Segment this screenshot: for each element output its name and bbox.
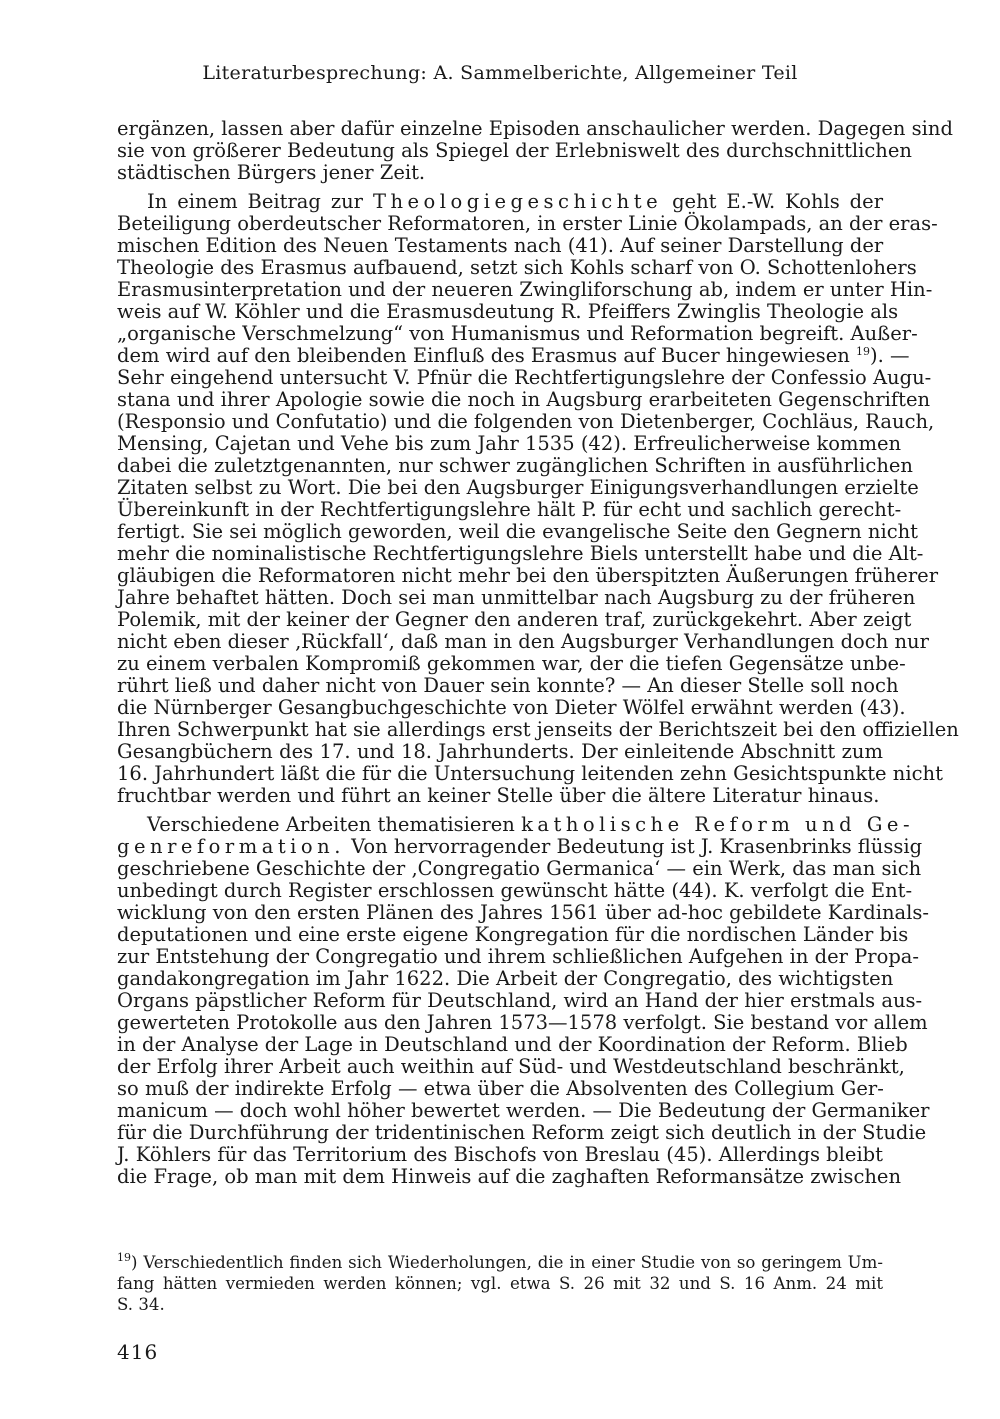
text-line: unbedingt durch Register erschlossen gewünscht hätte (44). K. verfolgt die Ent- <box>117 879 913 902</box>
footnote-line: fang hätten vermieden werden können; vgl. etwa S. 26 mit 32 und S. 16 Anm. 24 mit <box>117 1274 883 1293</box>
text-line: Erasmusinterpretation und der neueren Zwingliforschung ab, indem er unter Hin- <box>117 278 933 301</box>
text-line: gläubigen die Reformatoren nicht mehr bei den überspitzten Äußerungen früherer <box>117 564 939 587</box>
text-line: 16. Jahrhundert läßt die für die Untersuchung leitenden zehn Gesichtspunkte nicht <box>117 762 943 785</box>
text-segment: ) Verschiedentlich finden sich Wiederholungen, die in einer Studie von so geringem Um- <box>131 1253 883 1272</box>
text-line <box>117 835 923 858</box>
text-line: wicklung von den ersten Plänen des Jahres 1561 über ad-hoc gebildete Kardinals- <box>117 901 930 924</box>
text-line: für die Durchführung der tridentinischen Reform zeigt sich deutlich in der Studie <box>117 1121 927 1144</box>
running-head: Literaturbesprechung: A. Sammelberichte, Allgemeiner Teil <box>202 62 798 84</box>
text-line: gewerteten Protokolle aus den Jahren 1573—1578 verfolgt. Sie bestand vor allem <box>117 1011 928 1034</box>
spaced-emphasis: genreformation. <box>117 835 345 858</box>
body-text <box>117 117 959 1188</box>
text-line: städtischen Bürgers jener Zeit. <box>117 161 426 184</box>
text-line: in der Analyse der Lage in Deutschland und der Koordination der Reform. Blieb <box>117 1033 908 1056</box>
text-line: stana und ihrer Apologie sowie die noch in Augsburg erarbeiteten Gegenschriften <box>117 388 931 411</box>
text-line: Polemik, mit der keiner der Gegner den anderen traf, zurückgekehrt. Aber zeigt <box>117 608 912 631</box>
page-number: 416 <box>117 1340 159 1364</box>
footnote-marker: 19 <box>117 1251 131 1264</box>
footnotes <box>117 1252 883 1315</box>
text-line: Zitaten selbst zu Wort. Die bei den Augsburger Einigungsverhandlungen erzielte <box>117 476 919 499</box>
spaced-emphasis: katholische Reform und Ge- <box>521 813 915 836</box>
text-line: Mensing, Cajetan und Vehe bis zum Jahr 1535 (42). Erfreulicherweise kommen <box>117 432 902 455</box>
text-line <box>117 813 915 836</box>
text-line: zur Entstehung der Congregatio und ihrem schließlichen Aufgehen in der Propa- <box>117 945 920 968</box>
text-line: Gesangbüchern des 17. und 18. Jahrhunderts. Der einleitende Abschnitt zum <box>117 740 883 763</box>
text-line: so muß der indirekte Erfolg — etwa über die Absolventen des Collegium Ger- <box>117 1077 884 1100</box>
text-line: geschriebene Geschichte der ‚Congregatio Germanica‘ — ein Werk, das man sich <box>117 857 922 880</box>
footnote-line <box>117 1252 883 1273</box>
text-line: manicum — doch wohl höher bewertet werden. — Die Bedeutung der Germaniker <box>117 1099 930 1122</box>
text-line: „organische Verschmelzung“ von Humanismus und Reformation begreift. Außer- <box>117 322 918 345</box>
text-segment: In einem Beitrag zur <box>147 190 363 213</box>
text-line: der Erfolg ihrer Arbeit auch weithin auf Süd- und Westdeutschland beschränkt, <box>117 1055 905 1078</box>
text-line: Jahre behaftet hätten. Doch sei man unmittelbar nach Augsburg zu der früheren <box>117 586 916 609</box>
text-line: Ihren Schwerpunkt hat sie allerdings erst jenseits der Berichtszeit bei den offiziellen <box>117 718 959 741</box>
text-segment: ). — <box>870 344 910 367</box>
text-line: deputationen und eine erste eigene Kongregation für die nordischen Länder bis <box>117 923 909 946</box>
text-line: rührt ließ und daher nicht von Dauer sein konnte? — An dieser Stelle soll noch <box>117 674 899 697</box>
text-line <box>117 191 883 213</box>
text-line: sie von größerer Bedeutung als Spiegel der Erlebniswelt des durchschnittlichen <box>117 139 912 162</box>
text-line: fruchtbar werden und führt an keiner Stelle über die ältere Literatur hinaus. <box>117 784 880 807</box>
text-line: mehr die nominalistische Rechtfertigungslehre Biels unterstellt habe und die Alt- <box>117 542 924 565</box>
text-line: gandakongregation im Jahr 1622. Die Arbeit der Congregatio, des wichtigsten <box>117 967 894 990</box>
text-segment: dem wird auf den bleibenden Einfluß des Erasmus auf Bucer hingewiesen <box>117 344 850 367</box>
text-line: weis auf W. Köhler und die Erasmusdeutung R. Pfeiffers Zwinglis Theologie als <box>117 300 899 323</box>
text-segment: Verschiedene Arbeiten thematisieren <box>147 813 515 836</box>
footnote-line: S. 34. <box>117 1295 165 1314</box>
text-line: ergänzen, lassen aber dafür einzelne Episoden anschaulicher werden. Dagegen sind <box>117 117 953 140</box>
text-line: Organs päpstlicher Reform für Deutschland, wird an Hand der hier erstmals aus- <box>117 989 923 1012</box>
text-segment: geht E.-W. Kohls der <box>672 190 884 213</box>
text-line: (Responsio und Confutatio) und die folgenden von Dietenberger, Cochläus, Rauch, <box>117 410 935 433</box>
text-line: Übereinkunft in der Rechtfertigungslehre hält P. für echt und sachlich gerecht- <box>117 498 902 521</box>
text-line: fertigt. Sie sei möglich geworden, weil die evangelische Seite den Gegnern nicht <box>117 520 919 543</box>
text-line: die Frage, ob man mit dem Hinweis auf die zaghaften Reformansätze zwischen <box>117 1165 902 1188</box>
text-line: Beteiligung oberdeutscher Reformatoren, in erster Linie Ökolampads, an der eras- <box>117 212 938 235</box>
text-line: nicht eben dieser ‚Rückfall‘, daß man in den Augsburger Verhandlungen doch nur <box>117 630 929 653</box>
text-segment: Von hervorragender Bedeutung ist J. Krasenbrinks flüssig <box>351 835 923 858</box>
spaced-emphasis: Theologiegeschichte <box>372 190 663 213</box>
text-line: dabei die zuletztgenannten, nur schwer zugänglichen Schriften in ausführlichen <box>117 454 913 477</box>
text-line: zu einem verbalen Kompromiß gekommen war, der die tiefen Gegensätze unbe- <box>117 652 906 675</box>
text-line: mischen Edition des Neuen Testaments nach (41). Auf seiner Darstellung der <box>117 234 884 257</box>
footnote-reference: 19 <box>856 345 870 358</box>
text-line: die Nürnberger Gesangbuchgeschichte von Dieter Wölfel erwähnt werden (43). <box>117 696 906 719</box>
text-line: Sehr eingehend untersucht V. Pfnür die Rechtfertigungslehre der Confessio Augu- <box>117 366 932 389</box>
text-line: Theologie des Erasmus aufbauend, setzt sich Kohls scharf von O. Schottenlohers <box>117 256 917 279</box>
text-line <box>117 344 910 367</box>
text-line: J. Köhlers für das Territorium des Bischofs von Breslau (45). Allerdings bleibt <box>117 1143 883 1166</box>
